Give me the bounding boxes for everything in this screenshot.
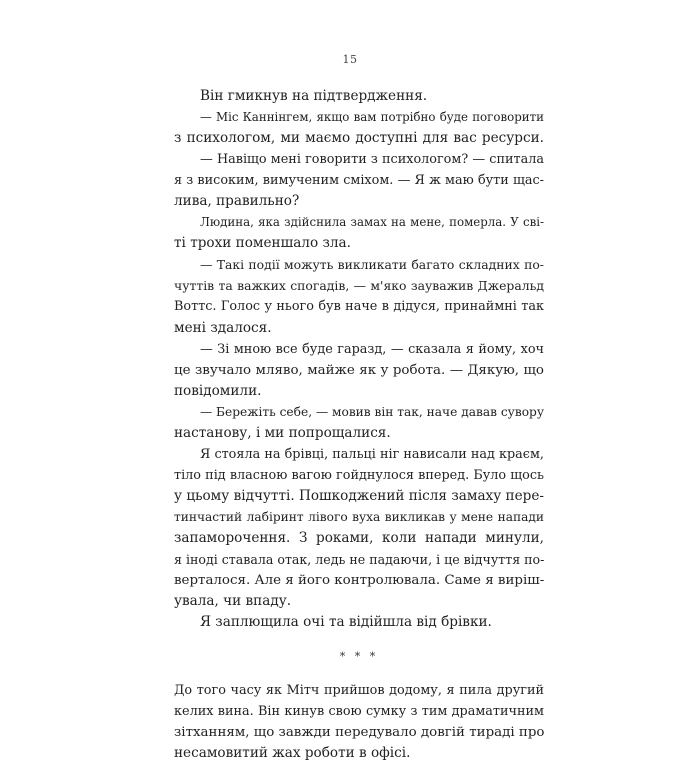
text-line: зітханням, що завжди передувало довгій тираді про [174,725,545,741]
text-line: у цьому відчутті. Пошкоджений після замаху пере- [174,487,544,504]
text-line: я іноді ставала отак, ледь не падаючи, і це відчуття по- [174,552,545,568]
text-line: ті трохи поменшало зла. [174,235,351,252]
text-line: Я стояла на брівці, пальці ніг нависали над краєм, [200,446,544,462]
text-line: — Зі мною все буде гаразд, — сказала я йому, хоч [200,341,544,357]
text-line: тинчастий лабіринт лівого вуха викликав у мене напади [174,509,544,524]
text-line: увала, чи впаду. [174,593,292,610]
text-line: це звучало мляво, майже як у робота. — Дякую, що [174,362,544,378]
text-line: запаморочення. З роками, коли напади минули, [174,529,544,546]
text-line: До того часу як Мітч прийшов додому, я пила другий [174,683,544,699]
text-line: — Бережіть себе, — мовив він так, наче давав сувору [200,404,545,419]
text-line: Він гмикнув на підтвердження. [200,88,428,104]
text-line: мені здалося. [174,319,272,336]
text-line: лива, правильно? [174,193,300,210]
text-line: верталося. Але я його контролювала. Саме я виріш- [174,573,545,589]
body-text [174,86,544,764]
text-line: келих вина. Він кинув свою сумку з тим драматичним [174,704,544,720]
text-line: я з високим, вимученим сміхом. — Я ж маю бути щас- [174,173,544,189]
text-line: — Такі події можуть викликати багато складних по- [200,257,544,273]
text-line: чуттів та важких спогадів, — м'яко зауважив Джеральд [174,278,544,294]
text-line: Я заплющила очі та відійшла від брівки. [200,614,492,631]
text-line: несамовитий жах роботи в офісі. [174,745,411,762]
text-line: — Міс Каннінгем, якщо вам потрібно буде поговорити [200,110,544,125]
section-divider: * * * [339,650,379,664]
text-line: Людина, яка здійснила замах на мене, померла. У сві- [200,215,544,230]
text-line: Воттс. Голос у нього був наче в дідуся, принаймні так [174,299,544,315]
text-line: тіло під власною вагою гойднулося вперед. Було щось [174,467,544,483]
page-number: 15 [342,53,358,66]
section-gap [174,633,544,646]
section-gap [174,667,544,680]
text-line: повідомили. [174,382,262,399]
text-line: настанову, і ми попрощалися. [174,424,391,441]
text-line: — Навіщо мені говорити з психологом? — спитала [200,152,544,168]
text-line: з психологом, ми маємо доступні для вас ресурси. [174,130,544,147]
